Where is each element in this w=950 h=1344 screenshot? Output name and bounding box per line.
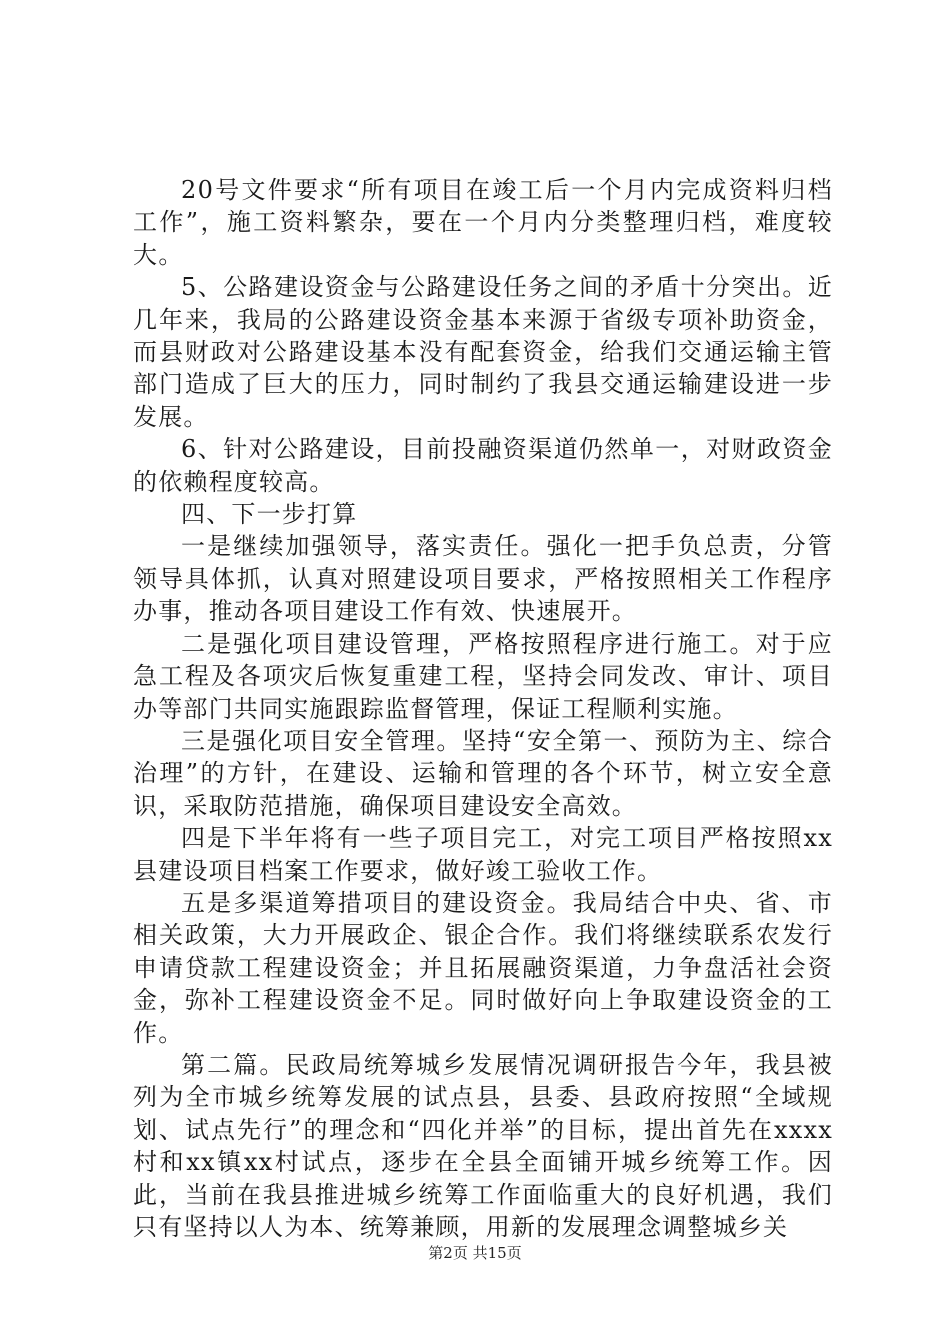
- paragraph: 第二篇。民政局统筹城乡发展情况调研报告今年，我县被列为全市城乡统筹发展的试点县，县委、县政府按照“全域规划、试点先行”的理念和“四化并举”的目标，提出首先在xxxx村和xx镇xx村试点，逐步在全县全面铺开城乡统筹工作。因此，当前在我县推进城乡统筹工作面临重大的良好机遇，我们只有坚持以人为本、统筹兼顾，用新的发展理念调整城乡关: [133, 1050, 833, 1241]
- paragraph: 二是强化项目建设管理，严格按照程序进行施工。对于应急工程及各项灾后恢复重建工程，坚持会同发改、审计、项目办等部门共同实施跟踪监督管理，保证工程顺利实施。: [133, 629, 833, 723]
- section-heading: 四、下一步打算: [181, 500, 358, 529]
- paragraph: 6、针对公路建设，目前投融资渠道仍然单一，对财政资金的依赖程度较高。: [133, 435, 833, 496]
- document-body: [133, 174, 833, 1243]
- paragraph: 三是强化项目安全管理。坚持“安全第一、预防为主、综合治理”的方针，在建设、运输和管理的各个环节，树立安全意识，采取防范措施，确保项目建设安全高效。: [133, 726, 833, 820]
- paragraph: 一是继续加强领导，落实责任。强化一把手负总责，分管领导具体抓，认真对照建设项目要求，严格按照相关工作程序办事，推动各项目建设工作有效、快速展开。: [133, 532, 833, 626]
- paragraph: 20号文件要求“所有项目在竣工后一个月内完成资料归档工作”，施工资料繁杂，要在一个月内分类整理归档，难度较大。: [133, 176, 833, 269]
- paragraph: 五是多渠道筹措项目的建设资金。我局结合中央、省、市相关政策，大力开展政企、银企合作。我们将继续联系农发行申请贷款工程建设资金；并且拓展融资渠道，力争盘活社会资金，弥补工程建设资金不足。同时做好向上争取建设资金的工作。: [133, 888, 833, 1047]
- page-number-footer: 第2页 共15页: [428, 1244, 522, 1262]
- paragraph: 四是下半年将有一些子项目完工，对完工项目严格按照xx县建设项目档案工作要求，做好竣工验收工作。: [133, 824, 833, 885]
- paragraph: 5、公路建设资金与公路建设任务之间的矛盾十分突出。近几年来，我局的公路建设资金基本来源于省级专项补助资金，而县财政对公路建设基本没有配套资金，给我们交通运输主管部门造成了巨大的压力，同时制约了我县交通运输建设进一步发展。: [133, 273, 833, 431]
